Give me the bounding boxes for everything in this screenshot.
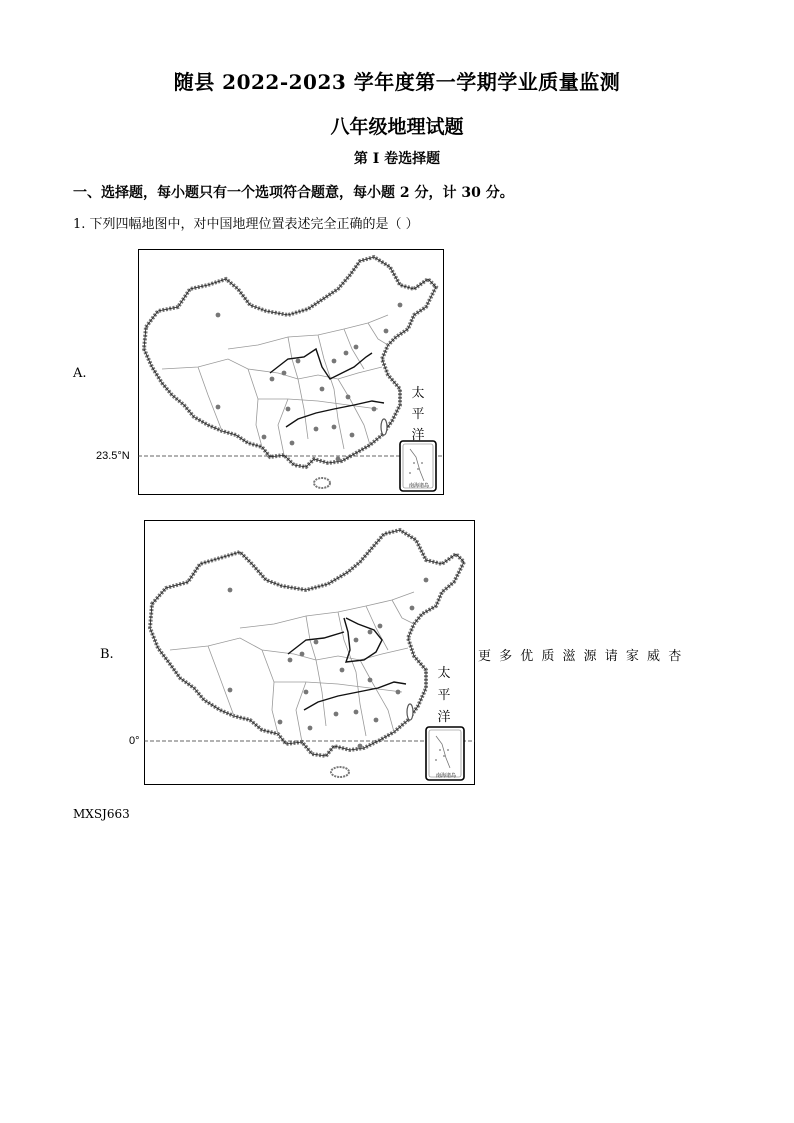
option-b-label: B. [100, 647, 114, 662]
section-heading: 一、选择题，每小题只有一个选项符合题意，每小题 2 分，计 30 分。 [73, 185, 514, 201]
option-a-latitude-label: 23.5°N [96, 450, 130, 462]
question-1-text: 1. 下列四幅地图中，对中国地理位置表述完全正确的是（ ） [73, 217, 419, 232]
volume-heading: 第 I 卷选择题 [353, 151, 441, 167]
option-b-ocean-label: 太 平 洋 [437, 666, 451, 725]
option-a-inset-caption: 南海诸岛 [408, 483, 429, 489]
option-b-inset-caption: 南海诸岛 [435, 773, 456, 779]
option-b-latitude-label: 0° [129, 735, 140, 747]
watermark-text: 更 多 优 质 滋 源 请 家 威 杏 [478, 649, 684, 664]
exam-title: 随县 2022-2023 学年度第一学期学业质量监测 [173, 70, 621, 94]
document-code: MXSJ663 [73, 807, 130, 821]
option-b-map [144, 520, 475, 785]
option-a-map [138, 249, 444, 495]
option-a-label: A. [73, 366, 87, 381]
option-a-ocean-label: 太 平 洋 [411, 386, 425, 443]
exam-subtitle: 八年级地理试题 [330, 116, 464, 138]
